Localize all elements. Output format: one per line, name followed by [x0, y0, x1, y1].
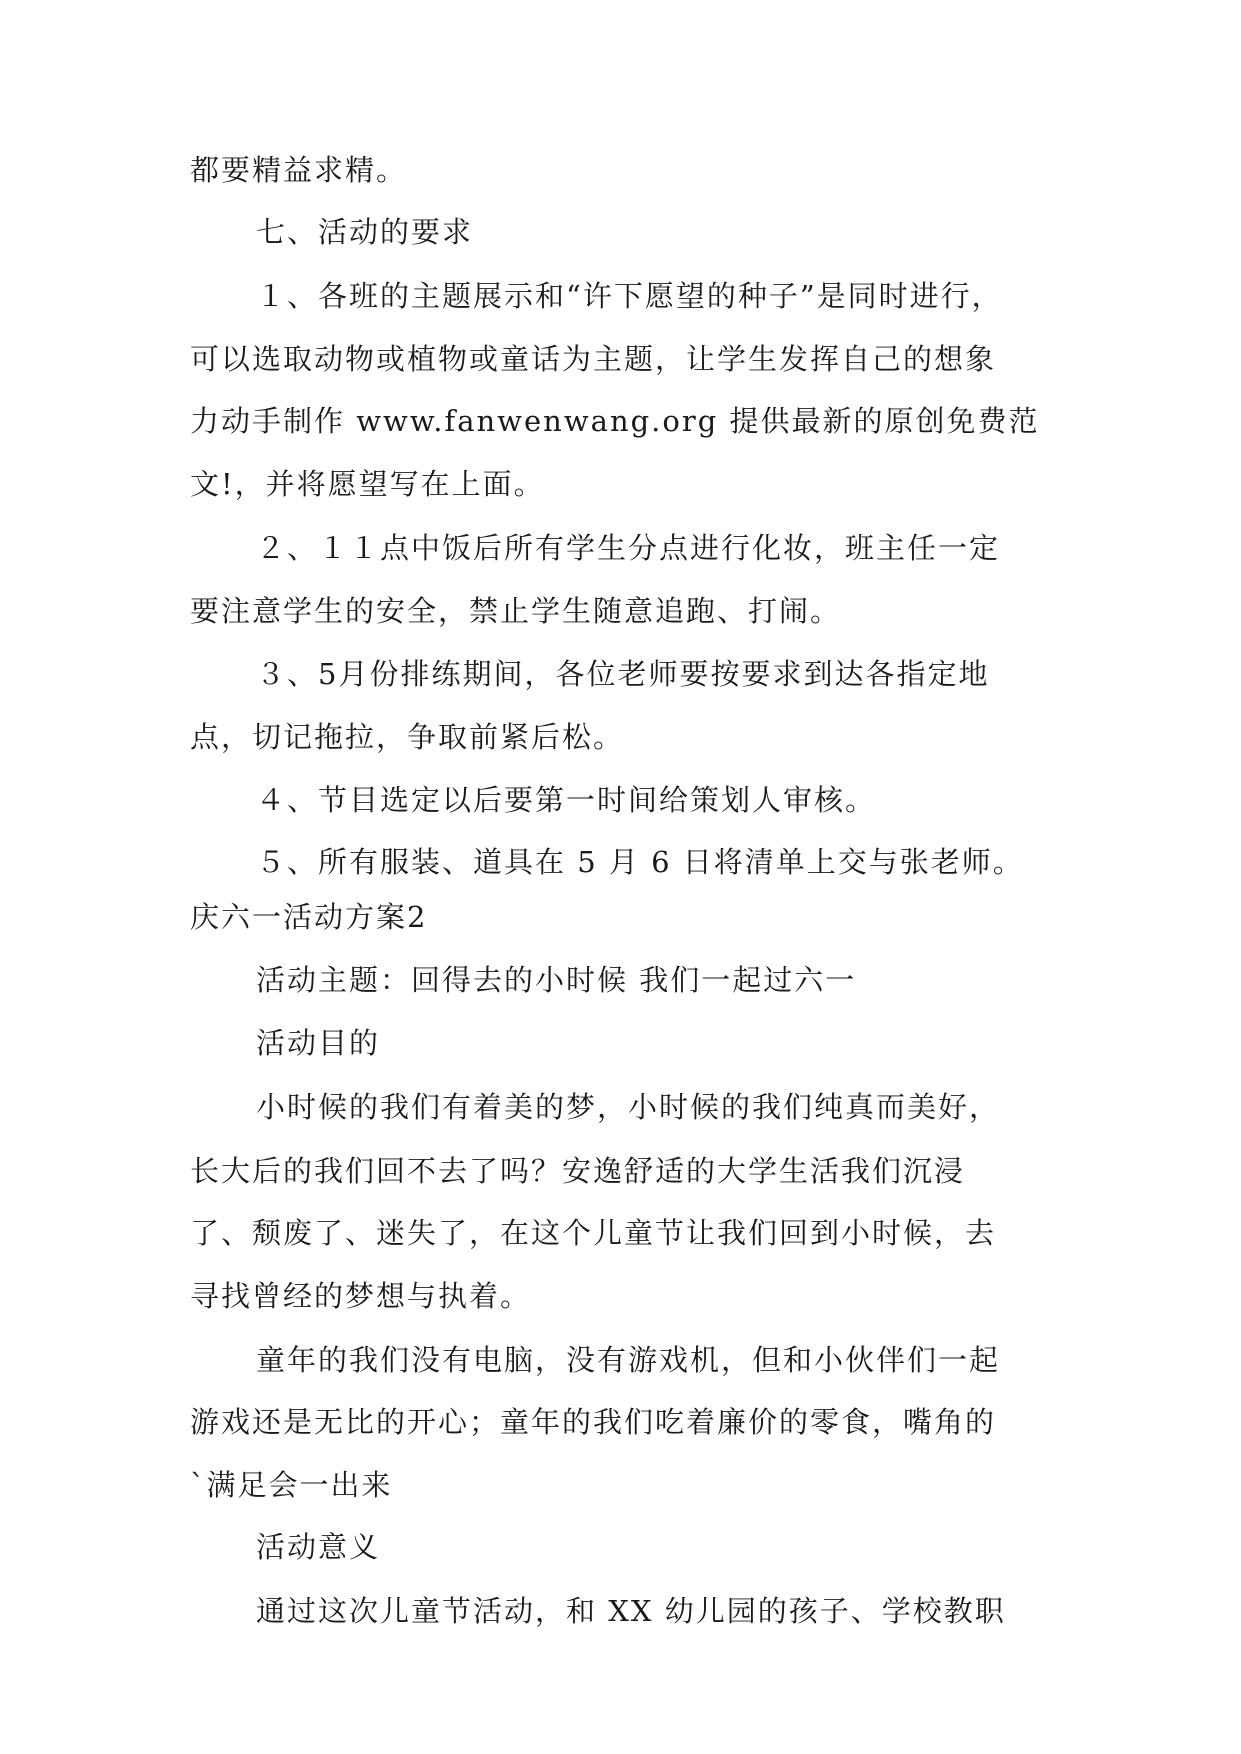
- text-line: 都要精益求精。: [190, 153, 408, 187]
- text-line: 小时候的我们有着美的梦，小时候的我们纯真而美好，: [256, 1090, 1001, 1124]
- text-line: 力动手制作 www.fanwenwang.org 提供最新的原创免费范: [190, 404, 1040, 438]
- text-line: ２、１１点中饭后所有学生分点进行化妆，班主任一定: [256, 531, 1001, 565]
- text-line: 活动主题：回得去的小时候 我们一起过六一: [256, 963, 857, 997]
- text-line: ４、节目选定以后要第一时间给策划人审核。: [256, 783, 877, 817]
- text-line: ３、5月份排练期间，各位老师要按要求到达各指定地: [256, 657, 990, 691]
- text-line: `满足会一出来: [190, 1468, 393, 1502]
- section-heading: 活动目的: [256, 1026, 381, 1060]
- text-line: 可以选取动物或植物或童话为主题，让学生发挥自己的想象: [190, 342, 997, 376]
- text-line: 长大后的我们回不去了吗？安逸舒适的大学生活我们沉浸: [190, 1154, 966, 1188]
- section-heading: 活动意义: [256, 1530, 381, 1564]
- document-heading: 庆六一活动方案2: [190, 900, 428, 934]
- text-line: 了、颓废了、迷失了，在这个儿童节让我们回到小时候，去: [190, 1216, 997, 1250]
- text-line: 寻找曾经的梦想与执着。: [190, 1279, 532, 1313]
- text-line: 游戏还是无比的开心；童年的我们吃着廉价的零食，嘴角的: [190, 1405, 997, 1439]
- text-line: ５、所有服装、道具在 5 月 6 日将清单上交与张老师。: [256, 845, 1024, 879]
- text-line: 要注意学生的安全，禁止学生随意追跑、打闹。: [190, 594, 842, 628]
- text-line: 通过这次儿童节活动，和 XX 幼儿园的孩子、学校教职: [256, 1594, 1006, 1628]
- text-line: 点，切记拖拉，争取前紧后松。: [190, 720, 625, 754]
- text-line: １、各班的主题展示和“许下愿望的种子”是同时进行，: [256, 279, 1003, 313]
- text-line: 文!，并将愿望写在上面。: [190, 467, 545, 501]
- section-heading: 七、活动的要求: [256, 215, 474, 249]
- text-line: 童年的我们没有电脑，没有游戏机，但和小伙伴们一起: [256, 1343, 1001, 1377]
